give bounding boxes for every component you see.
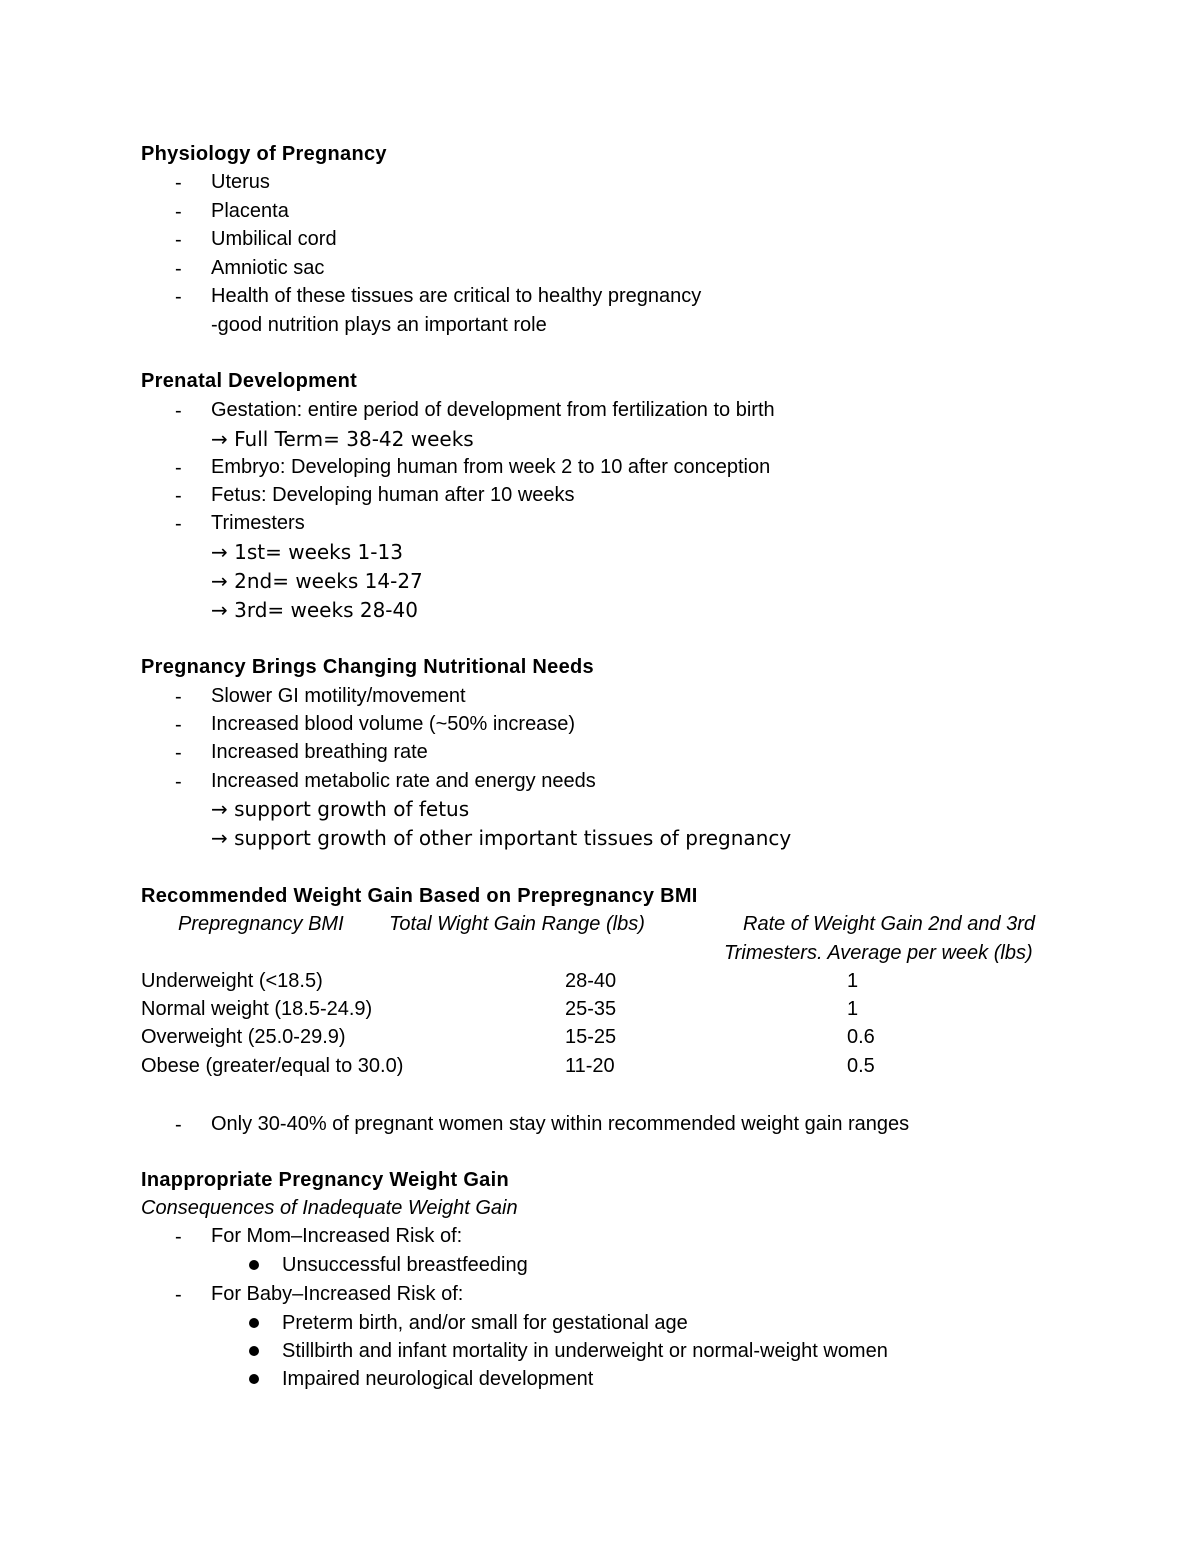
table-cell-rate: 1: [847, 998, 859, 1020]
dash-marker: -: [175, 1284, 182, 1306]
list-item: Fetus: Developing human after 10 weeks: [211, 484, 575, 506]
arrow-note: → support growth of fetus: [211, 797, 470, 821]
list-item: Only 30-40% of pregnant women stay within recommended weight gain ranges: [211, 1113, 910, 1135]
dash-marker: -: [175, 485, 182, 507]
section-heading-inappropriate-gain: Inappropriate Pregnancy Weight Gain: [141, 1169, 509, 1191]
table-cell-total: 25-35: [565, 998, 617, 1020]
list-item: Placenta: [211, 200, 289, 222]
list-item: Amniotic sac: [211, 257, 325, 279]
table-header-bmi: Prepregnancy BMI: [178, 913, 344, 935]
list-item: For Mom–Increased Risk of:: [211, 1225, 463, 1247]
table-cell-bmi: Normal weight (18.5-24.9): [141, 998, 373, 1020]
dash-marker: -: [175, 229, 182, 251]
dash-marker: -: [175, 771, 182, 793]
bullet-dot: [249, 1374, 259, 1384]
dash-marker: -: [175, 714, 182, 736]
dash-marker: -: [175, 258, 182, 280]
table-cell-rate: 1: [847, 970, 859, 992]
sub-list-item: Impaired neurological development: [282, 1368, 594, 1390]
list-item: Gestation: entire period of development from fertilization to birth: [211, 399, 775, 421]
list-item: For Baby–Increased Risk of:: [211, 1283, 464, 1305]
dash-marker: -: [175, 513, 182, 535]
list-note: -good nutrition plays an important role: [211, 314, 547, 336]
arrow-note: → Full Term= 38-42 weeks: [211, 427, 474, 451]
sub-list-item: Unsuccessful breastfeeding: [282, 1254, 528, 1276]
list-item: Increased metabolic rate and energy needs: [211, 770, 596, 792]
arrow-note: → 2nd= weeks 14-27: [211, 569, 423, 593]
arrow-note: → support growth of other important tissues of pregnancy: [211, 826, 792, 850]
list-item: Increased blood volume (~50% increase): [211, 713, 576, 735]
dash-marker: -: [175, 286, 182, 308]
list-item: Uterus: [211, 171, 270, 193]
sub-list-item: Stillbirth and infant mortality in underweight or normal-weight women: [282, 1340, 888, 1362]
arrow-note: → 3rd= weeks 28-40: [211, 598, 418, 622]
list-item: Slower GI motility/movement: [211, 685, 466, 707]
dash-marker: -: [175, 686, 182, 708]
list-item: Health of these tissues are critical to healthy pregnancy: [211, 285, 702, 307]
table-cell-bmi: Overweight (25.0-29.9): [141, 1026, 346, 1048]
table-header-rate: Rate of Weight Gain 2nd and 3rd: [743, 913, 1036, 935]
table-header-rate-cont: Trimesters. Average per week (lbs): [724, 942, 1033, 964]
section-heading-nutritional-needs: Pregnancy Brings Changing Nutritional Needs: [141, 656, 594, 678]
table-cell-total: 11-20: [565, 1055, 615, 1077]
section-subtitle: Consequences of Inadequate Weight Gain: [141, 1197, 518, 1219]
list-item: Umbilical cord: [211, 228, 337, 250]
dash-marker: -: [175, 172, 182, 194]
table-header-total: Total Wight Gain Range (lbs): [389, 913, 645, 935]
dash-marker: -: [175, 201, 182, 223]
table-cell-rate: 0.5: [847, 1055, 875, 1077]
dash-marker: -: [175, 1114, 182, 1136]
table-cell-bmi: Underweight (<18.5): [141, 970, 323, 992]
table-cell-total: 15-25: [565, 1026, 617, 1048]
section-heading-physiology: Physiology of Pregnancy: [141, 143, 387, 165]
list-item: Embryo: Developing human from week 2 to 10 after conception: [211, 456, 771, 478]
table-cell-rate: 0.6: [847, 1026, 875, 1048]
bullet-dot: [249, 1260, 259, 1270]
dash-marker: -: [175, 457, 182, 479]
list-item: Trimesters: [211, 512, 305, 534]
bullet-dot: [249, 1346, 259, 1356]
dash-marker: -: [175, 1226, 182, 1248]
table-cell-bmi: Obese (greater/equal to 30.0): [141, 1055, 404, 1077]
dash-marker: -: [175, 400, 182, 422]
section-heading-prenatal: Prenatal Development: [141, 370, 358, 392]
bullet-dot: [249, 1318, 259, 1328]
list-item: Increased breathing rate: [211, 741, 428, 763]
section-heading-weight-gain: Recommended Weight Gain Based on Prepregnancy BMI: [141, 885, 698, 907]
arrow-note: → 1st= weeks 1-13: [211, 540, 403, 564]
table-cell-total: 28-40: [565, 970, 617, 992]
sub-list-item: Preterm birth, and/or small for gestational age: [282, 1312, 688, 1334]
dash-marker: -: [175, 742, 182, 764]
